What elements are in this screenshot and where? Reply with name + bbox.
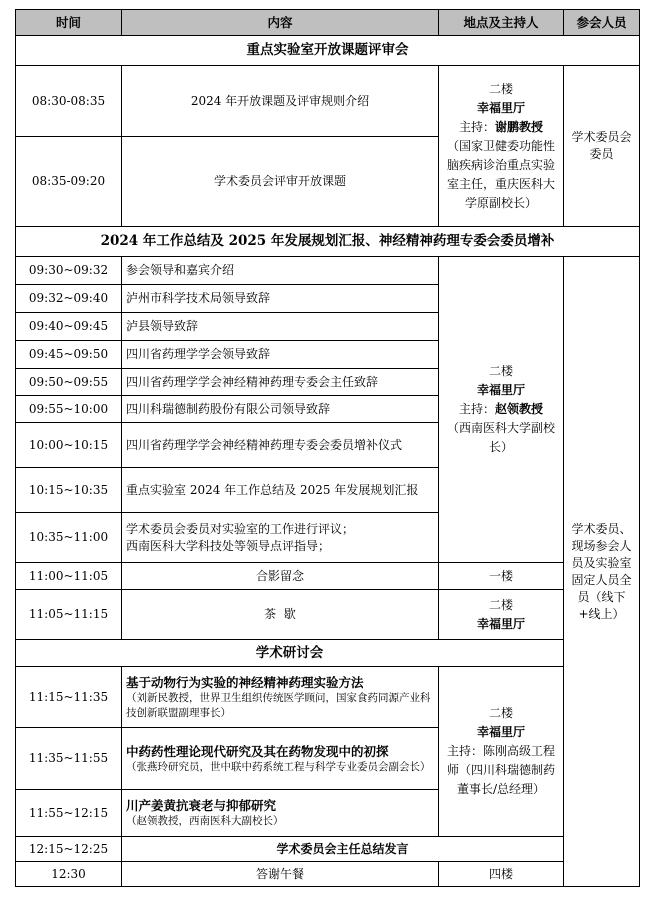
section-3-title: 学术研讨会	[16, 640, 564, 667]
header-time: 时间	[16, 10, 122, 36]
time-cell: 10:35~11:00	[16, 513, 122, 563]
place-floor: 二楼	[488, 364, 513, 378]
time-cell: 11:35~11:55	[16, 728, 122, 790]
talk-title: 基于动物行为实验的神经精神药理实验方法	[126, 674, 364, 690]
host-note: 主持：陈刚高级工程师（四川科瑞德制药董事长/总经理）	[446, 744, 555, 796]
time-cell: 09:50~09:55	[16, 369, 122, 396]
section-title-row	[16, 36, 640, 66]
content-cell: 答谢午餐	[122, 862, 439, 887]
place-hall: 幸福里厅	[476, 383, 525, 397]
header-row	[16, 10, 640, 36]
place-host-cell	[439, 257, 564, 563]
time-cell: 09:45~09:50	[16, 341, 122, 369]
host-line	[443, 118, 559, 137]
content-cell: 四川省药理学学会神经精神药理专委会主任致辞	[122, 369, 439, 396]
table-row	[16, 667, 640, 728]
host-name: 赵领教授	[495, 402, 544, 416]
table-row	[16, 862, 640, 887]
time-cell: 10:00~10:15	[16, 423, 122, 468]
time-cell: 09:40~09:45	[16, 313, 122, 341]
table-row	[16, 563, 640, 590]
content-cell	[122, 728, 439, 790]
talk-speaker: （张燕玲研究员，世中联中药系统工程与科学专业委员会副会长）	[126, 760, 431, 773]
time-cell: 09:32~09:40	[16, 285, 122, 313]
place-cell	[439, 590, 564, 640]
header-place: 地点及主持人	[439, 10, 564, 36]
content-cell: 茶 歇	[122, 590, 439, 640]
place-cell: 四楼	[439, 862, 564, 887]
time-cell: 08:35-09:20	[16, 137, 122, 227]
place-floor: 二楼	[488, 81, 513, 96]
place-hall: 幸福里厅	[476, 725, 525, 739]
content-cell: 泸州市科学技术局领导致辞	[122, 285, 439, 313]
talk-title: 川产姜黄抗衰老与抑郁研究	[126, 798, 277, 813]
place-cell: 一楼	[439, 563, 564, 590]
table-row	[16, 837, 640, 862]
table-row	[16, 257, 640, 285]
talk-speaker: （赵领教授，西南医科大副校长）	[126, 815, 284, 827]
content-cell: 重点实验室 2024 年工作总结及 2025 年发展规划汇报	[122, 468, 439, 513]
host-note: （国家卫健委功能性脑疾病诊治重点实验室主任，重庆医科大学原副校长）	[446, 138, 555, 210]
content-line-1: 学术委员会委员对实验室的工作进行评议；	[126, 521, 355, 536]
time-cell: 12:15~12:25	[16, 837, 122, 862]
host-note: （西南医科大学副校长）	[446, 421, 555, 454]
content-cell: 2024 年开放课题及评审规则介绍	[122, 66, 439, 137]
content-cell: 合影留念	[122, 563, 439, 590]
content-cell	[122, 667, 439, 728]
table-row	[16, 66, 640, 137]
content-cell	[122, 790, 439, 837]
host-name: 谢鹏教授	[495, 119, 544, 134]
place-floor: 二楼	[488, 706, 513, 720]
section-title-row	[16, 640, 640, 667]
time-cell: 12:30	[16, 862, 122, 887]
time-cell: 09:30~09:32	[16, 257, 122, 285]
time-cell: 08:30-08:35	[16, 66, 122, 137]
content-cell: 四川科瑞德制药股份有限公司领导致辞	[122, 396, 439, 423]
header-content: 内容	[122, 10, 439, 36]
host-prefix: 主持：	[458, 402, 495, 416]
place-host-cell	[439, 667, 564, 837]
time-cell: 11:00~11:05	[16, 563, 122, 590]
content-line-2: 西南医科大学科技处等领导点评指导；	[126, 538, 331, 553]
time-cell: 11:05~11:15	[16, 590, 122, 640]
header-attendees: 参会人员	[564, 10, 640, 36]
content-cell: 参会领导和嘉宾介绍	[122, 257, 439, 285]
content-cell	[122, 513, 439, 563]
content-cell: 四川省药理学学会领导致辞	[122, 341, 439, 369]
schedule-table	[15, 9, 640, 887]
talk-speaker: （刘新民教授，世界卫生组织传统医学顾问，国家食药同源产业科技创新联盟副理事长）	[126, 691, 431, 719]
time-cell: 10:15~10:35	[16, 468, 122, 513]
content-cell: 学术委员会主任总结发言	[122, 837, 564, 862]
place-hall: 幸福里厅	[476, 100, 525, 115]
host-line	[443, 400, 559, 419]
section-2-title: 2024 年工作总结及 2025 年发展规划汇报、神经精神药理专委会委员增补	[16, 227, 640, 257]
place-hall: 幸福里厅	[476, 616, 525, 631]
time-cell: 09:55~10:00	[16, 396, 122, 423]
content-cell: 学术委员会评审开放课题	[122, 137, 439, 227]
attendees-cell: 学术委员、现场参会人员及实验室固定人员全员（线下+线上）	[564, 257, 640, 887]
section-title-row	[16, 227, 640, 257]
attendees-cell: 学术委员会委员	[564, 66, 640, 227]
content-cell: 四川省药理学学会神经精神药理专委会委员增补仪式	[122, 423, 439, 468]
host-prefix: 主持：	[458, 119, 495, 134]
table-row	[16, 590, 640, 640]
time-cell: 11:15~11:35	[16, 667, 122, 728]
section-1-title: 重点实验室开放课题评审会	[16, 36, 640, 66]
place-floor: 二楼	[488, 597, 513, 612]
content-cell: 泸县领导致辞	[122, 313, 439, 341]
time-cell: 11:55~12:15	[16, 790, 122, 837]
place-host-cell	[439, 66, 564, 227]
talk-title: 中药药性理论现代研究及其在药物发现中的初探	[126, 743, 389, 759]
